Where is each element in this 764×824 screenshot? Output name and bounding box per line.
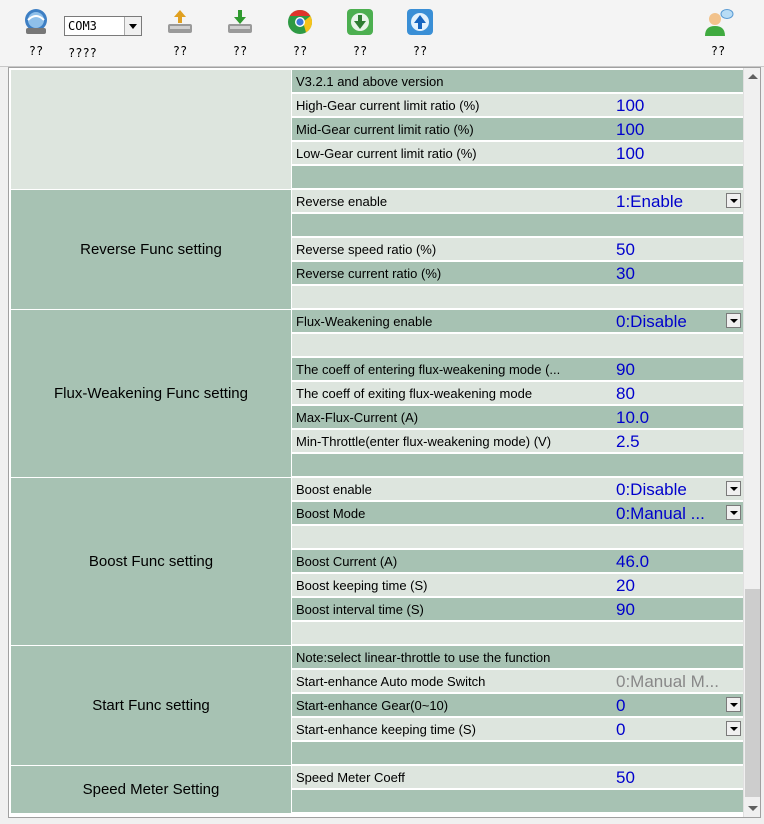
group-boost <box>11 478 291 646</box>
param-value[interactable]: 90 <box>616 600 635 619</box>
table-row <box>292 214 743 237</box>
param-name: Boost interval time (S) <box>296 602 424 617</box>
chevron-down-icon[interactable] <box>726 193 741 208</box>
chrome-icon <box>284 6 316 38</box>
table-row <box>292 310 743 333</box>
table-row <box>292 406 743 429</box>
group-cell-version <box>11 70 291 190</box>
group-title: Flux-Weakening Func setting <box>54 385 248 402</box>
group-title: Boost Func setting <box>88 553 214 570</box>
table-row <box>292 670 743 693</box>
parameter-panel <box>8 67 761 818</box>
param-value[interactable]: 1:Enable <box>616 192 684 211</box>
param-value-cell <box>591 70 743 92</box>
user-icon <box>702 6 734 38</box>
param-value-cell[interactable] <box>591 118 743 140</box>
table-row <box>292 478 743 501</box>
param-name: V3.2.1 and above version <box>296 74 444 89</box>
group-title: Speed Meter Setting <box>82 781 220 798</box>
table-row <box>292 454 743 477</box>
download-icon <box>224 6 256 38</box>
com-port-select[interactable] <box>64 16 142 36</box>
param-value[interactable]: 80 <box>616 384 635 403</box>
table-row <box>292 598 743 621</box>
table-row <box>292 550 743 573</box>
table-row <box>292 574 743 597</box>
chevron-down-icon[interactable] <box>726 481 741 496</box>
chevron-down-icon[interactable] <box>726 721 741 736</box>
connect-icon <box>20 6 52 38</box>
param-value-cell[interactable] <box>591 382 743 404</box>
param-value-cell <box>591 334 743 356</box>
param-value[interactable]: 30 <box>616 264 635 283</box>
down-arrow-icon <box>344 6 376 38</box>
table-row <box>292 166 743 189</box>
table-row <box>292 742 743 765</box>
scroll-up-icon[interactable] <box>744 68 761 85</box>
param-name: Max-Flux-Current (A) <box>296 410 419 425</box>
table-row <box>292 694 743 717</box>
table-row <box>292 790 743 813</box>
param-value[interactable]: 10.0 <box>616 408 650 427</box>
group-speed-meter <box>11 766 291 814</box>
param-value: 0:Manual M... <box>616 672 719 691</box>
param-name: Low-Gear current limit ratio (%) <box>296 146 477 161</box>
param-value[interactable]: 0 <box>616 696 626 715</box>
param-value-cell[interactable] <box>591 310 743 332</box>
table-row <box>292 430 743 453</box>
toolbar-connect-button[interactable]: ?? <box>18 6 54 58</box>
toolbar-download-button[interactable]: ?? <box>222 6 258 58</box>
param-value[interactable]: 100 <box>616 96 645 115</box>
chevron-down-icon[interactable] <box>726 697 741 712</box>
param-value[interactable]: 0:Manual ... <box>616 504 705 523</box>
param-name: Boost Current (A) <box>296 554 398 569</box>
table-row <box>292 526 743 549</box>
table-row <box>292 142 743 165</box>
toolbar-write-button[interactable]: ?? <box>402 6 438 58</box>
table-row <box>292 70 743 93</box>
param-name: Reverse speed ratio (%) <box>296 242 437 257</box>
table-row <box>292 382 743 405</box>
table-row <box>292 190 743 213</box>
upload-icon <box>164 6 196 38</box>
param-name: Reverse enable <box>296 194 388 209</box>
table-row <box>292 646 743 669</box>
param-value-cell[interactable] <box>591 718 743 740</box>
param-value[interactable]: 0 <box>616 720 626 739</box>
param-value-cell[interactable] <box>591 142 743 164</box>
param-value[interactable]: 90 <box>616 360 635 379</box>
table-row <box>292 286 743 309</box>
param-value-cell <box>591 286 743 308</box>
param-value[interactable]: 0:Disable <box>616 480 687 499</box>
param-value[interactable]: 100 <box>616 120 645 139</box>
param-value-cell <box>591 742 743 764</box>
param-value[interactable]: 50 <box>616 768 635 787</box>
param-name: The coeff of entering flux-weakening mode (... <box>296 362 561 377</box>
table-row <box>292 262 743 285</box>
param-name: Start-enhance Auto mode Switch <box>296 674 486 689</box>
chevron-down-icon[interactable] <box>726 505 741 520</box>
table-row <box>292 94 743 117</box>
toolbar <box>0 0 764 67</box>
param-name: The coeff of exiting flux-weakening mode <box>296 386 533 401</box>
param-value-cell[interactable] <box>591 262 743 284</box>
table-row <box>292 238 743 261</box>
group-reverse <box>11 190 291 310</box>
param-name: Boost Mode <box>296 506 366 521</box>
param-value-cell[interactable] <box>591 694 743 716</box>
param-value-cell[interactable] <box>591 502 743 524</box>
param-value-cell <box>591 166 743 188</box>
param-value-cell <box>591 214 743 236</box>
param-name: Boost keeping time (S) <box>296 578 428 593</box>
param-value-cell[interactable] <box>591 478 743 500</box>
param-value[interactable]: 0:Disable <box>616 312 687 331</box>
param-value-cell[interactable] <box>591 406 743 428</box>
table-row <box>292 502 743 525</box>
com-port-label: ???? <box>68 46 97 60</box>
group-title: Reverse Func setting <box>80 241 222 258</box>
toolbar-user-button[interactable]: ?? <box>700 6 736 58</box>
param-name: Flux-Weakening enable <box>296 314 433 329</box>
scrollbar-thumb[interactable] <box>745 589 760 797</box>
param-name: High-Gear current limit ratio (%) <box>296 98 480 113</box>
param-value-cell <box>591 670 743 692</box>
param-value-cell <box>591 646 743 668</box>
table-row <box>292 718 743 741</box>
param-value-cell[interactable] <box>591 598 743 620</box>
table-row <box>292 766 743 789</box>
toolbar-browser-button[interactable]: ?? <box>282 6 318 58</box>
param-name: Start-enhance keeping time (S) <box>296 722 476 737</box>
param-value-cell <box>591 526 743 548</box>
scroll-down-icon[interactable] <box>744 800 761 817</box>
param-name: Note:select linear-throttle to use the function <box>296 650 551 665</box>
param-value-cell[interactable] <box>591 94 743 116</box>
param-value[interactable]: 46.0 <box>616 552 650 571</box>
param-value-cell[interactable] <box>591 574 743 596</box>
table-row <box>292 118 743 141</box>
param-value-cell[interactable] <box>591 238 743 260</box>
up-arrow-icon <box>404 6 436 38</box>
group-flux-weakening <box>11 310 291 478</box>
param-name: Reverse current ratio (%) <box>296 266 442 281</box>
param-value[interactable]: 2.5 <box>616 432 640 451</box>
table-row <box>292 622 743 645</box>
toolbar-read-button[interactable]: ?? <box>342 6 378 58</box>
chevron-down-icon[interactable] <box>124 17 141 35</box>
vertical-scrollbar[interactable] <box>743 68 761 817</box>
chevron-down-icon[interactable] <box>726 313 741 328</box>
param-name: Min-Throttle(enter flux-weakening mode) (V) <box>296 434 552 449</box>
param-name: Speed Meter Coeff <box>296 770 405 785</box>
param-value[interactable]: 20 <box>616 576 635 595</box>
param-value-cell[interactable] <box>591 190 743 212</box>
param-value-cell <box>591 622 743 644</box>
param-value[interactable]: 100 <box>616 144 645 163</box>
param-value-cell <box>591 454 743 476</box>
toolbar-upload-button[interactable]: ?? <box>162 6 198 58</box>
param-value-cell[interactable] <box>591 766 743 788</box>
group-start <box>11 646 291 766</box>
param-name: Start-enhance Gear(0~10) <box>296 698 449 713</box>
param-name: Boost enable <box>296 482 372 497</box>
param-name: Mid-Gear current limit ratio (%) <box>296 122 474 137</box>
param-value-cell[interactable] <box>591 550 743 572</box>
group-title: Start Func setting <box>92 697 210 714</box>
com-port-value: COM3 <box>68 19 97 33</box>
param-value-cell[interactable] <box>591 430 743 452</box>
table-row <box>292 358 743 381</box>
table-row <box>292 334 743 357</box>
param-value-cell[interactable] <box>591 358 743 380</box>
param-value[interactable]: 50 <box>616 240 635 259</box>
param-value-cell <box>591 790 743 812</box>
